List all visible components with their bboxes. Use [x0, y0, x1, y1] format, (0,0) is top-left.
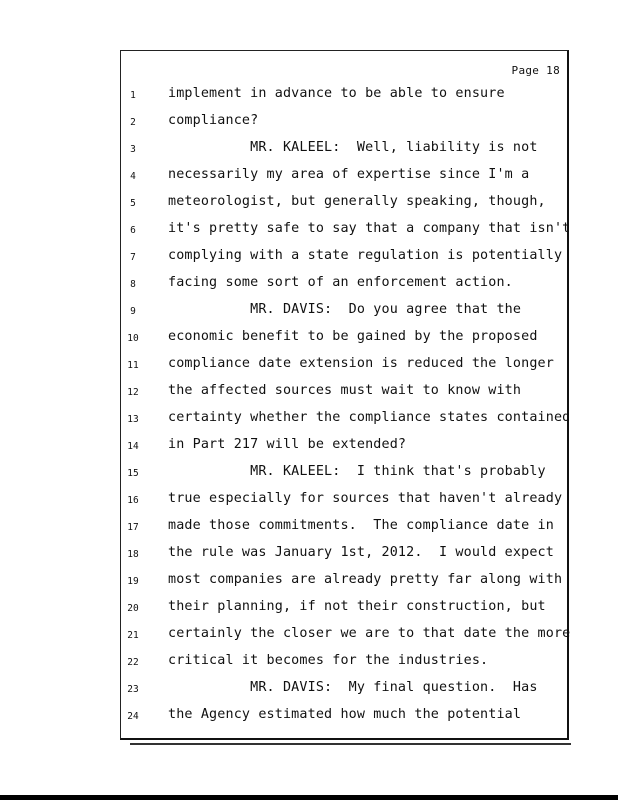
transcript-line	[0, 113, 618, 133]
transcript-line	[0, 167, 618, 187]
line-number: 9	[130, 306, 136, 317]
line-text: the affected sources must wait to know with	[168, 383, 522, 398]
line-number: 2	[130, 117, 136, 128]
line-text: compliance?	[168, 113, 259, 128]
line-text: MR. DAVIS: Do you agree that the	[168, 302, 522, 317]
line-number: 22	[127, 657, 139, 668]
line-number: 12	[127, 387, 139, 398]
line-text: MR. KALEEL: I think that's probably	[168, 464, 546, 479]
line-number: 19	[127, 576, 139, 587]
transcript-line	[0, 86, 618, 106]
transcript-line	[0, 545, 618, 565]
transcript-line	[0, 491, 618, 511]
line-text: in Part 217 will be extended?	[168, 437, 407, 452]
line-text: the rule was January 1st, 2012. I would expect	[168, 545, 554, 560]
line-text: certainty whether the compliance states contained	[168, 410, 571, 425]
line-number: 6	[130, 225, 136, 236]
transcript-line	[0, 221, 618, 241]
line-number: 13	[127, 414, 139, 425]
line-text: critical it becomes for the industries.	[168, 653, 489, 668]
scan-bottom-edge	[0, 795, 618, 800]
transcript-line	[0, 437, 618, 457]
line-number: 20	[127, 603, 139, 614]
line-text: most companies are already pretty far along with	[168, 572, 563, 587]
line-number: 3	[130, 144, 136, 155]
transcript-line	[0, 680, 618, 700]
line-text: true especially for sources that haven't already	[168, 491, 563, 506]
line-number: 11	[127, 360, 139, 371]
transcript-line	[0, 653, 618, 673]
line-number: 14	[127, 441, 139, 452]
transcript-line	[0, 140, 618, 160]
transcript-line	[0, 356, 618, 376]
line-number: 16	[127, 495, 139, 506]
line-text: implement in advance to be able to ensure	[168, 86, 505, 101]
line-number: 5	[130, 198, 136, 209]
line-text: made those commitments. The compliance date in	[168, 518, 554, 533]
line-text: economic benefit to be gained by the proposed	[168, 329, 538, 344]
transcript-line	[0, 194, 618, 214]
line-number: 7	[130, 252, 136, 263]
transcript-line	[0, 410, 618, 430]
line-number: 8	[130, 279, 136, 290]
transcript-line	[0, 302, 618, 322]
transcript-line	[0, 707, 618, 727]
line-text: MR. DAVIS: My final question. Has	[168, 680, 538, 695]
line-number: 15	[127, 468, 139, 479]
transcript-line	[0, 383, 618, 403]
line-number: 10	[127, 333, 139, 344]
line-text: meteorologist, but generally speaking, though,	[168, 194, 546, 209]
line-text: necessarily my area of expertise since I'm a	[168, 167, 530, 182]
line-text: facing some sort of an enforcement action.	[168, 275, 513, 290]
transcript-line	[0, 599, 618, 619]
line-number: 18	[127, 549, 139, 560]
line-text: compliance date extension is reduced the longer	[168, 356, 554, 371]
transcript-line	[0, 518, 618, 538]
line-text: the Agency estimated how much the potential	[168, 707, 522, 722]
line-text: certainly the closer we are to that date the more	[168, 626, 571, 641]
transcript-line	[0, 626, 618, 646]
line-number: 4	[130, 171, 136, 182]
line-text: MR. KALEEL: Well, liability is not	[168, 140, 538, 155]
line-number: 21	[127, 630, 139, 641]
line-number: 1	[130, 90, 136, 101]
line-text: their planning, if not their construction, but	[168, 599, 546, 614]
transcript-line	[0, 329, 618, 349]
line-number: 23	[127, 684, 139, 695]
page-shadow-line	[130, 743, 571, 745]
transcript-line	[0, 464, 618, 484]
line-text: it's pretty safe to say that a company that isn't	[168, 221, 571, 236]
line-text: complying with a state regulation is potentially	[168, 248, 563, 263]
line-number: 17	[127, 522, 139, 533]
transcript-line	[0, 248, 618, 268]
page-number-label: Page 18	[511, 64, 560, 77]
transcript-line	[0, 572, 618, 592]
transcript-line	[0, 275, 618, 295]
line-number: 24	[127, 711, 139, 722]
